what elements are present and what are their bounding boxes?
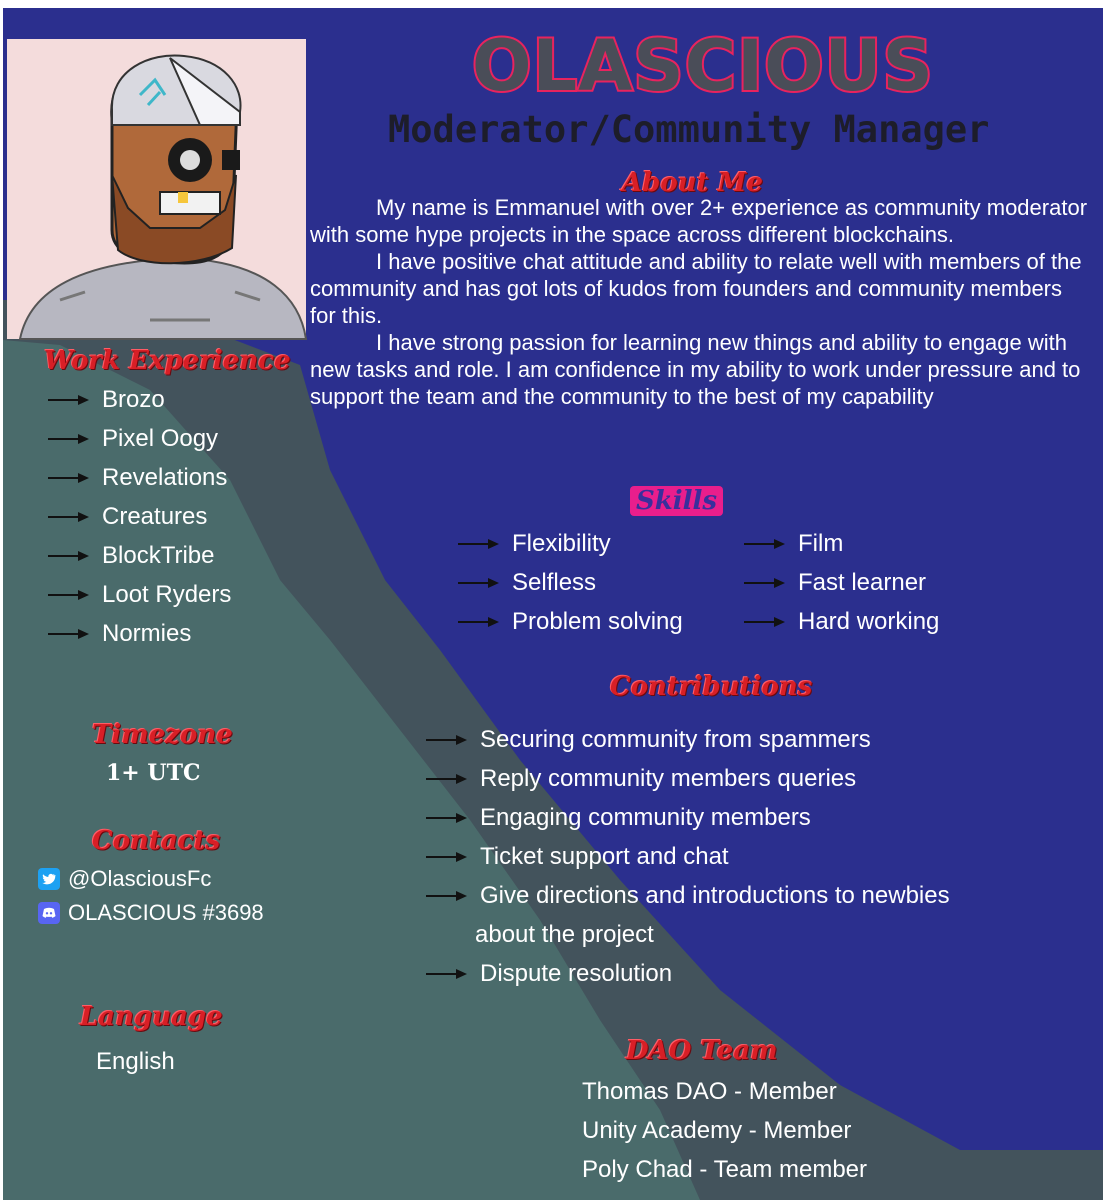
list-item <box>582 1072 867 1111</box>
list-item <box>582 1111 867 1150</box>
list-item <box>426 720 950 759</box>
skills-left-list <box>458 524 683 641</box>
work-item-label: Normies <box>102 619 192 647</box>
contribution-label: Reply community members queries <box>480 764 857 792</box>
list-item <box>458 563 683 602</box>
list-item <box>426 759 950 798</box>
list-item <box>458 602 683 641</box>
arrow-right-icon <box>426 849 468 865</box>
dao-item-label: Poly Chad - Team member <box>582 1155 867 1183</box>
list-item <box>48 614 231 653</box>
list-item <box>48 419 231 458</box>
twitter-contact[interactable] <box>38 864 211 894</box>
arrow-right-icon <box>426 966 468 982</box>
twitter-handle[interactable]: @OlasciousFc <box>68 866 212 891</box>
contribution-label: about the project <box>475 920 654 948</box>
contribution-label: Dispute resolution <box>480 959 673 987</box>
skill-label: Fast learner <box>798 568 927 596</box>
arrow-right-icon <box>48 392 90 408</box>
arrow-right-icon <box>48 509 90 525</box>
arrow-right-icon <box>48 626 90 642</box>
contributions-heading: Contributions <box>610 672 813 702</box>
contributions-list <box>426 720 950 993</box>
arrow-right-icon <box>458 575 500 591</box>
skill-label: Hard working <box>798 607 940 635</box>
arrow-right-icon <box>426 810 468 826</box>
about-paragraph: I have positive chat attitude and ability to relate well with members of the community and has got lots of kudos from founders and community members for this. <box>310 249 1082 328</box>
list-item <box>744 524 939 563</box>
arrow-right-icon <box>744 614 786 630</box>
list-item <box>426 837 950 876</box>
work-item-label: Creatures <box>102 502 208 530</box>
discord-contact[interactable] <box>38 898 264 928</box>
list-item <box>48 458 231 497</box>
arrow-right-icon <box>458 536 500 552</box>
arrow-right-icon <box>744 536 786 552</box>
list-item <box>426 954 950 993</box>
contribution-label: Ticket support and chat <box>480 842 729 870</box>
arrow-right-icon <box>48 431 90 447</box>
skill-label: Flexibility <box>512 529 611 557</box>
arrow-right-icon <box>458 614 500 630</box>
language-heading: Language <box>80 1002 223 1032</box>
list-item <box>48 575 231 614</box>
arrow-right-icon <box>48 548 90 564</box>
list-item <box>744 563 939 602</box>
dao-list <box>582 1072 867 1189</box>
language-value: English <box>96 1048 175 1075</box>
discord-icon <box>38 902 60 924</box>
header-name: OLASCIOUS <box>472 25 934 107</box>
contribution-label: Give directions and introductions to newbies <box>480 881 950 909</box>
dao-item-label: Thomas DAO - Member <box>582 1077 837 1105</box>
work-heading: Work Experience <box>44 346 291 376</box>
timezone-heading: Timezone <box>92 720 233 750</box>
list-item <box>48 536 231 575</box>
skill-label: Selfless <box>512 568 597 596</box>
list-item <box>744 602 939 641</box>
skills-right-list <box>744 524 939 641</box>
work-item-label: Revelations <box>102 463 228 491</box>
work-item-label: Pixel Oogy <box>102 424 219 452</box>
arrow-right-icon <box>744 575 786 591</box>
skill-label: Problem solving <box>512 607 683 635</box>
list-item <box>458 524 683 563</box>
list-item <box>48 497 231 536</box>
contacts-heading: Contacts <box>92 826 221 856</box>
arrow-right-icon <box>426 771 468 787</box>
work-item-label: BlockTribe <box>102 541 215 569</box>
twitter-bird-icon <box>38 868 60 890</box>
dao-item-label: Unity Academy - Member <box>582 1116 852 1144</box>
list-item <box>426 798 950 837</box>
list-item <box>582 1150 867 1189</box>
arrow-right-icon <box>426 732 468 748</box>
about-paragraph: I have strong passion for learning new things and ability to engage with new tasks and role. I am confidence in my ability to work under pressure and to support the team and the community to the best of my capability <box>310 330 1081 409</box>
list-item-continuation <box>426 915 950 954</box>
about-paragraph: My name is Emmanuel with over 2+ experience as community moderator with some hype projects in the space across different blockchains. <box>310 195 1088 247</box>
timezone-value: 1+ UTC <box>106 760 201 786</box>
skills-heading: Skills <box>630 486 723 516</box>
skill-label: Film <box>798 529 844 557</box>
header-role: Moderator/Community Manager <box>388 108 990 151</box>
contribution-label: Engaging community members <box>480 803 811 831</box>
contribution-label: Securing community from spammers <box>480 725 871 753</box>
about-heading: About Me <box>622 168 763 198</box>
arrow-right-icon <box>48 587 90 603</box>
arrow-right-icon <box>426 888 468 904</box>
work-list <box>48 380 231 653</box>
discord-handle[interactable]: OLASCIOUS #3698 <box>68 900 264 925</box>
arrow-right-icon <box>48 470 90 486</box>
list-item <box>426 876 950 915</box>
list-item <box>48 380 231 419</box>
dao-heading: DAO Team <box>626 1036 778 1066</box>
about-text <box>310 194 1090 410</box>
work-item-label: Brozo <box>102 385 165 413</box>
work-item-label: Loot Ryders <box>102 580 232 608</box>
